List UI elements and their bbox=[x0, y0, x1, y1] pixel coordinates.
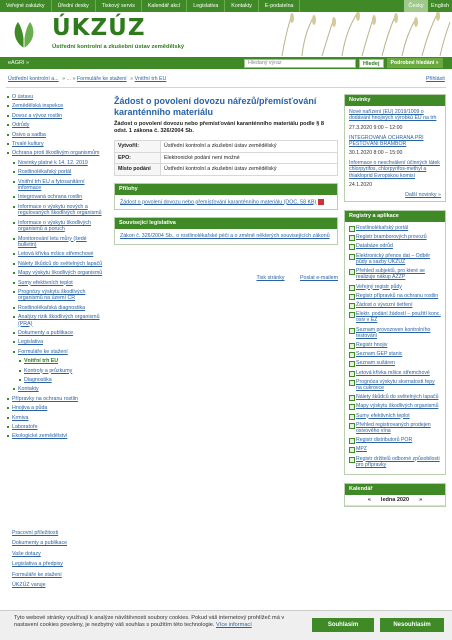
sidebar-link[interactable]: Vnitřní trh EU bbox=[24, 358, 59, 365]
lang-czech[interactable]: Česky bbox=[404, 0, 428, 12]
legislation-box bbox=[114, 217, 338, 245]
sidebar-item bbox=[6, 377, 106, 383]
table-value: Elektronické podání není možné bbox=[161, 152, 338, 164]
register-link[interactable]: Mapy výskytu škodlivých organismů bbox=[356, 403, 439, 410]
page-lead: Žádost o povolení dovozu nebo přemísťování karanténního materiálu podle § 8 odst. 1 zákona č. 326/2004 Sb. bbox=[114, 121, 324, 134]
sidebar-link[interactable]: Formuláře ke stažení bbox=[18, 348, 68, 355]
register-item bbox=[349, 311, 441, 323]
sidebar-link[interactable]: Hnojiva a půda bbox=[12, 405, 48, 412]
sidebar-item bbox=[6, 150, 106, 156]
sidebar-link[interactable]: Letová křivka mšice střemchové bbox=[18, 251, 94, 258]
login-link[interactable]: Přihlásit bbox=[426, 76, 445, 82]
cookie-message: Tyto webové stránky využívají k analýze návštěvnosti soubory cookies. Pokud váš internetový prohlížeč má v nastavení cookies povoleny, je nezbytný váš souhlas s použitím této technologie. bbox=[14, 615, 285, 628]
register-link[interactable]: Přehled subjektů, pro které se realizuje nákup AZZP bbox=[356, 268, 425, 281]
cookie-text bbox=[14, 615, 304, 629]
logo-icon bbox=[8, 18, 40, 50]
register-item bbox=[349, 446, 441, 452]
top-nav-link[interactable]: Legislativa bbox=[187, 0, 225, 12]
sidebar-item bbox=[6, 251, 106, 257]
document-icon bbox=[318, 199, 324, 205]
sidebar-link[interactable]: Odrůdy bbox=[12, 122, 30, 129]
divider bbox=[6, 87, 446, 88]
top-nav-link[interactable]: Kontakty bbox=[225, 0, 259, 12]
register-item bbox=[349, 253, 441, 265]
breadcrumb-sep: » bbox=[130, 76, 134, 82]
advanced-search-button[interactable]: Podrobné hledání » bbox=[387, 58, 443, 68]
sidebar-item bbox=[6, 220, 106, 233]
sidebar-item bbox=[6, 339, 106, 345]
news-item bbox=[349, 160, 441, 179]
register-item bbox=[349, 370, 441, 376]
info-table bbox=[114, 140, 338, 176]
sidebar-link[interactable]: Ochrana proti škodlivým organismům bbox=[12, 150, 100, 157]
sidebar-link[interactable]: Ekologické zemědělství bbox=[12, 433, 68, 440]
register-link[interactable]: Seznam sušáren bbox=[356, 360, 395, 367]
sidebar-item bbox=[6, 113, 106, 119]
register-link[interactable]: Rostlinolékařský portál bbox=[356, 225, 409, 232]
sidebar-link[interactable]: Monitorování letu můry (šedé bulletin) bbox=[18, 235, 87, 248]
sidebar-item bbox=[6, 169, 106, 175]
register-link[interactable]: Elektr. podání žádostí – použití konc. osiv v EZ bbox=[356, 311, 441, 324]
sidebar-item bbox=[6, 280, 106, 286]
sidebar-item bbox=[6, 132, 106, 138]
top-nav-link[interactable]: Veřejné zakázky bbox=[0, 0, 52, 12]
sidebar-item bbox=[6, 349, 106, 355]
site-logo-subtitle: Ústřední kontrolní a zkušební ústav zemědělský bbox=[52, 44, 185, 50]
register-link[interactable]: Sumy efektivních teplot bbox=[356, 412, 410, 419]
sidebar-item bbox=[6, 289, 106, 302]
sidebar-item bbox=[6, 424, 106, 430]
calendar-panel bbox=[344, 483, 446, 507]
news-link[interactable]: Nové nařízení (EU) 2019/1009 o dodávání hnojivých výrobků EU na trh bbox=[349, 109, 437, 122]
registers-list bbox=[345, 222, 445, 474]
registers-heading: Registry a aplikace bbox=[345, 211, 445, 222]
sidebar-item bbox=[6, 330, 106, 336]
register-link[interactable]: Seznam GEP stanic bbox=[356, 351, 403, 358]
sidebar-link[interactable]: Laboratoře bbox=[12, 424, 38, 431]
sidebar-link[interactable]: Diagnostika bbox=[24, 377, 52, 383]
left-navigation bbox=[6, 94, 106, 443]
sidebar-link[interactable]: Krmiva bbox=[12, 414, 29, 421]
register-link[interactable]: Registr hnojiv bbox=[356, 341, 388, 348]
footer-link-item bbox=[6, 572, 106, 578]
register-item bbox=[349, 243, 441, 249]
top-navigation bbox=[0, 0, 452, 12]
sidebar-item bbox=[6, 160, 106, 166]
cookie-banner bbox=[0, 610, 452, 640]
top-nav-link[interactable]: Kalendář akcí bbox=[142, 0, 187, 12]
sidebar-item bbox=[6, 179, 106, 192]
sidebar-item bbox=[6, 94, 106, 100]
register-item bbox=[349, 342, 441, 348]
search-bar bbox=[0, 57, 452, 69]
footer-link-item bbox=[6, 551, 106, 557]
news-item bbox=[349, 135, 441, 148]
top-nav-link[interactable]: Tiskový servis bbox=[96, 0, 142, 12]
register-link[interactable]: Registr distributorů POR bbox=[356, 437, 413, 444]
calendar-heading: Kalendář bbox=[345, 484, 445, 495]
sidebar-link[interactable]: Zemědělská inspekce bbox=[12, 103, 64, 110]
register-item bbox=[349, 225, 441, 231]
register-item bbox=[349, 403, 441, 409]
table-key: EPO: bbox=[115, 152, 161, 164]
cookie-decline-button[interactable]: Nesouhlasím bbox=[380, 618, 444, 632]
attachment-link[interactable]: Žádost o povolení dovozu nebo přemísťování karanténního materiálu (DOC, 58 KB) bbox=[120, 198, 317, 205]
table-row bbox=[115, 152, 338, 164]
register-item bbox=[349, 413, 441, 419]
sidebar-link[interactable]: Informace o výskytu nových a regulovaných škodlivých organismů bbox=[18, 203, 102, 217]
page-actions bbox=[114, 275, 338, 281]
sidebar-link[interactable]: Sumy efektivních teplot bbox=[18, 279, 73, 286]
news-panel bbox=[344, 94, 446, 202]
register-link[interactable]: Prognóza výskytu skvrnatosti řepy na cukrovce bbox=[356, 378, 435, 391]
cookie-more-link[interactable]: Více informací bbox=[216, 622, 252, 628]
sidebar-link[interactable]: Osivo a sadba bbox=[12, 131, 46, 138]
register-item bbox=[349, 268, 441, 280]
site-logo-title[interactable]: ÚKZÚZ bbox=[52, 15, 146, 41]
sidebar-link[interactable]: Přípravky na ochranu rostlin bbox=[12, 395, 78, 402]
footer-link-item bbox=[6, 540, 106, 546]
sidebar-item bbox=[6, 415, 106, 421]
sidebar-item bbox=[6, 261, 106, 267]
sidebar-item bbox=[6, 396, 106, 402]
table-key: Místo podání bbox=[115, 164, 161, 176]
sidebar-item bbox=[6, 368, 106, 374]
sidebar-link[interactable]: Prognózy výskytu škodlivých organismů na území ČR bbox=[18, 288, 86, 302]
sidebar-link[interactable]: Kontakty bbox=[18, 386, 39, 393]
sidebar-item bbox=[6, 433, 106, 439]
register-link[interactable]: Přehled registrovaných prodejen osivového vína bbox=[356, 421, 431, 434]
news-date: 27.3.2020 9:00 – 12:00 bbox=[349, 124, 403, 131]
page-title: Žádost o povolení dovozu nářezů/přemísťování karanténního materiálu bbox=[114, 96, 317, 117]
register-item bbox=[349, 234, 441, 240]
news-date: 24.1.2020 bbox=[349, 182, 373, 189]
register-link[interactable]: Registr přípravků na ochranu rostlin bbox=[356, 292, 439, 299]
register-link[interactable]: Registr bramborových provozů bbox=[356, 234, 427, 241]
register-item bbox=[349, 327, 441, 339]
search-input[interactable]: Hledaný výraz bbox=[244, 59, 356, 68]
top-nav-link[interactable]: E-podatelna bbox=[259, 0, 301, 12]
footer-link-item bbox=[6, 582, 106, 588]
sidebar-item bbox=[6, 305, 106, 311]
footer-link-item bbox=[6, 530, 106, 536]
breadcrumb-current[interactable]: Vnitřní trh EU bbox=[134, 76, 167, 82]
table-value: Ústřední kontrolní a zkušební ústav zemědělský bbox=[161, 164, 338, 176]
attachments-box bbox=[114, 183, 338, 211]
sidebar-link[interactable]: Integrovaná ochrana rostlin bbox=[18, 194, 83, 201]
news-heading: Novinky bbox=[345, 95, 445, 106]
eagri-link[interactable]: eAGRI » bbox=[8, 60, 30, 66]
legislation-heading: Související legislativa bbox=[115, 218, 337, 229]
news-more bbox=[349, 192, 441, 198]
sidebar-link[interactable]: Mapy výskytu škodlivých organismů bbox=[18, 270, 103, 277]
footer-link[interactable]: ÚKZÚZ varuje bbox=[12, 582, 46, 589]
register-link[interactable]: Registr držitelů odborné způsobilosti pro přípravky bbox=[356, 455, 440, 468]
breadcrumb-forms[interactable]: Formuláře ke stažení bbox=[76, 76, 127, 82]
register-item bbox=[349, 293, 441, 299]
register-link[interactable]: Veřejný registr půdy bbox=[356, 283, 402, 290]
sidebar-link[interactable]: Dovoz a vývoz rostlin bbox=[12, 112, 63, 119]
register-item bbox=[349, 437, 441, 443]
register-item bbox=[349, 302, 441, 308]
top-nav-link[interactable]: Úřední desky bbox=[52, 0, 96, 12]
sidebar-link[interactable]: Rostlinolékařský portál bbox=[18, 169, 72, 176]
news-link[interactable]: INTEGROVANÁ OCHRANA PŘI PĚSTOVÁNÍ BRAMBOR bbox=[349, 134, 424, 147]
breadcrumb-sep: » bbox=[72, 76, 76, 82]
table-row bbox=[115, 141, 338, 153]
sidebar-item bbox=[6, 358, 106, 364]
register-item bbox=[349, 422, 441, 434]
sidebar-link[interactable]: O ústavu bbox=[12, 94, 34, 100]
sidebar-item bbox=[6, 122, 106, 128]
right-column bbox=[344, 94, 446, 515]
sidebar-item bbox=[6, 236, 106, 249]
sidebar-item bbox=[6, 314, 106, 327]
footer-link[interactable]: Vaše dotazy bbox=[12, 550, 41, 557]
table-row bbox=[115, 164, 338, 176]
sidebar-link[interactable]: Analýzy rizik škodlivých organismů (PRA) bbox=[18, 314, 100, 327]
print-link[interactable]: Tisk stránky bbox=[256, 274, 285, 281]
news-more-link[interactable]: Další novinky » bbox=[405, 192, 441, 199]
sidebar-link[interactable]: Legislativa bbox=[18, 339, 44, 346]
registers-panel bbox=[344, 210, 446, 475]
legislation-link[interactable]: Zákon č. 326/2004 Sb., o rostlinolékařské péči a o změně některých souvisejících zákonů bbox=[120, 233, 330, 240]
language-switch bbox=[404, 0, 452, 12]
register-item bbox=[349, 284, 441, 290]
attachments-heading: Přílohy bbox=[115, 184, 337, 195]
news-date: 30.1.2020 8:00 – 15:00 bbox=[349, 150, 403, 157]
register-item bbox=[349, 394, 441, 400]
wheat-field-image bbox=[262, 12, 452, 56]
sidebar-link[interactable]: Informace o výskytu škodlivých organismů a poruch bbox=[18, 219, 92, 233]
sidebar-link[interactable]: Nálety škůdců do světelných lapačů bbox=[18, 260, 103, 267]
register-link[interactable]: Žádost o vývozní šetření bbox=[356, 301, 413, 308]
sidebar-link[interactable]: Dokumenty a publikace bbox=[18, 329, 74, 336]
footer-link-item bbox=[6, 561, 106, 567]
sidebar-item bbox=[6, 141, 106, 147]
news-item bbox=[349, 109, 441, 122]
sidebar-link[interactable]: Novinky platné k 14. 12. 2019 bbox=[18, 159, 88, 166]
sidebar-item bbox=[6, 405, 106, 411]
site-header bbox=[0, 12, 452, 56]
top-links bbox=[0, 0, 300, 12]
breadcrumb-ellipsis: ... bbox=[66, 76, 71, 82]
register-link[interactable]: Elektronický přenos dat – Odběr půdy a sazby ÚKZÚZ bbox=[356, 252, 431, 265]
calendar-month-nav bbox=[345, 495, 445, 506]
calendar-month: ledna 2020 bbox=[380, 496, 410, 503]
register-item bbox=[349, 379, 441, 391]
footer-link[interactable]: Dokumenty a publikace bbox=[12, 540, 68, 547]
lang-english[interactable]: English bbox=[430, 3, 450, 9]
register-link[interactable]: MPZ bbox=[356, 446, 367, 453]
sidebar-link[interactable]: Rostlinolékařská diagnostika bbox=[18, 304, 86, 311]
calendar-prev-button[interactable]: « bbox=[367, 496, 371, 503]
breadcrumb-sep: » bbox=[62, 76, 66, 82]
register-item bbox=[349, 456, 441, 468]
sidebar-link[interactable]: Trvalé kultury bbox=[12, 141, 44, 148]
sidebar-item bbox=[6, 103, 106, 109]
left-footer-links bbox=[6, 530, 106, 592]
news-list bbox=[345, 106, 445, 201]
sidebar-item bbox=[6, 204, 106, 217]
table-key: Vytvořil: bbox=[115, 141, 161, 153]
breadcrumb bbox=[8, 76, 168, 82]
footer-link[interactable]: Pracovní příležitosti bbox=[12, 530, 59, 536]
table-value: Ústřední kontrolní a zkušební ústav zemědělský bbox=[161, 141, 338, 153]
sidebar-link[interactable]: Kontroly a průzkumy bbox=[24, 367, 73, 374]
main-content bbox=[114, 96, 338, 281]
register-link[interactable]: Nálety škůdců do světelných lapačů bbox=[356, 394, 439, 401]
footer-link[interactable]: Formuláře ke stažení bbox=[12, 571, 62, 578]
sidebar-link[interactable]: Vnitřní trh EU a fytosanitární informace bbox=[18, 178, 85, 192]
search-button[interactable]: Hledej bbox=[359, 59, 384, 68]
sidebar-item bbox=[6, 270, 106, 276]
register-link[interactable]: Databáze odrůd bbox=[356, 243, 393, 250]
email-link[interactable]: Poslat e-mailem bbox=[300, 274, 338, 281]
calendar-next-button[interactable]: » bbox=[419, 496, 423, 503]
cookie-accept-button[interactable]: Souhlasím bbox=[312, 618, 374, 632]
register-link[interactable]: Letová křivka mšice střemchové bbox=[356, 369, 430, 376]
news-link[interactable]: Informace o neschválení účinných látek chlorpyrifos, chlorpyrifos-methyl a thiakloprid Evropskou komisí bbox=[349, 160, 440, 179]
footer-link[interactable]: Legislativa a předpisy bbox=[12, 561, 63, 568]
sidebar-item bbox=[6, 194, 106, 200]
sidebar-item bbox=[6, 386, 106, 392]
breadcrumb-home[interactable]: Ústřední kontrolní a... bbox=[8, 76, 59, 82]
register-item bbox=[349, 351, 441, 357]
register-link[interactable]: Seznam provozoven kontrolního testování bbox=[356, 326, 431, 339]
register-item bbox=[349, 360, 441, 366]
